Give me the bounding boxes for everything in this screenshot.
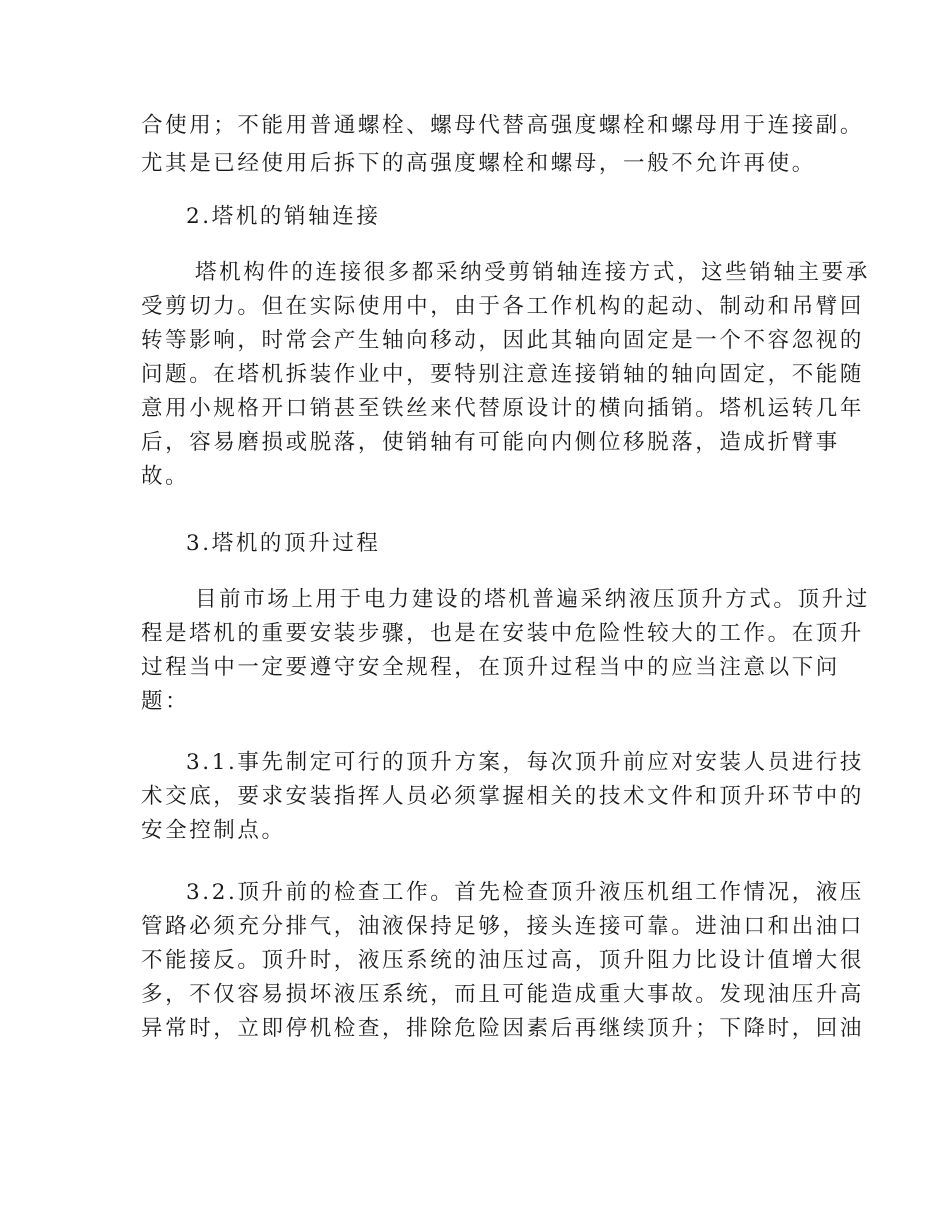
section-heading: 2.塔机的销轴连接	[186, 204, 381, 229]
text-line: 意用小规格开口销甚至铁丝来代替原设计的横向插销。塔机运转几年	[141, 396, 865, 421]
text-line: 不能接反。顶升时，液压系统的油压过高，顶升阻力比设计值增大很	[141, 948, 865, 973]
text-line: 问题。在塔机拆装作业中，要特别注意连接销轴的轴向固定，不能随	[141, 362, 865, 387]
text-line: 3.1.事先制定可行的顶升方案，每次顶升前应对安装人员进行技	[186, 750, 865, 775]
text-line: 程是塔机的重要安装步骤，也是在安装中危险性较大的工作。在顶升	[141, 621, 865, 646]
text-line: 目前市场上用于电力建设的塔机普遍采纳液压顶升方式。顶升过	[195, 587, 870, 612]
text-line: 3.2.顶升前的检查工作。首先检查顶升液压机组工作情况，液压	[186, 880, 865, 905]
section-heading: 3.塔机的顶升过程	[186, 531, 381, 556]
text-line: 安全控制点。	[141, 818, 286, 843]
text-line: 异常时，立即停机检查，排除危险因素后再继续顶升；下降时，回油	[141, 1016, 865, 1041]
text-line: 后，容易磨损或脱落，使销轴有可能向内侧位移脱落，造成折臂事	[141, 430, 840, 455]
text-line: 合使用；不能用普通螺栓、螺母代替高强度螺栓和螺母用于连接副。	[141, 113, 865, 138]
text-line: 尤其是已经使用后拆下的高强度螺栓和螺母，一般不允许再使。	[141, 151, 816, 176]
text-line: 多，不仅容易损坏液压系统，而且可能造成重大事故。发现油压升高	[141, 982, 865, 1007]
text-line: 受剪切力。但在实际使用中，由于各工作机构的起动、制动和吊臂回	[141, 294, 865, 319]
text-line: 管路必须充分排气，油液保持足够，接头连接可靠。进油口和出油口	[141, 914, 865, 939]
text-line: 塔机构件的连接很多都采纳受剪销轴连接方式，这些销轴主要承	[195, 260, 870, 285]
text-line: 术交底，要求安装指挥人员必须掌握相关的技术文件和顶升环节中的	[141, 784, 865, 809]
text-line: 转等影响，时常会产生轴向移动，因此其轴向固定是一个不容忽视的	[141, 328, 865, 353]
text-line: 过程当中一定要遵守安全规程，在顶升过程当中的应当注意以下问	[141, 655, 840, 680]
text-line: 题：	[141, 689, 190, 714]
text-line: 故。	[141, 464, 190, 489]
